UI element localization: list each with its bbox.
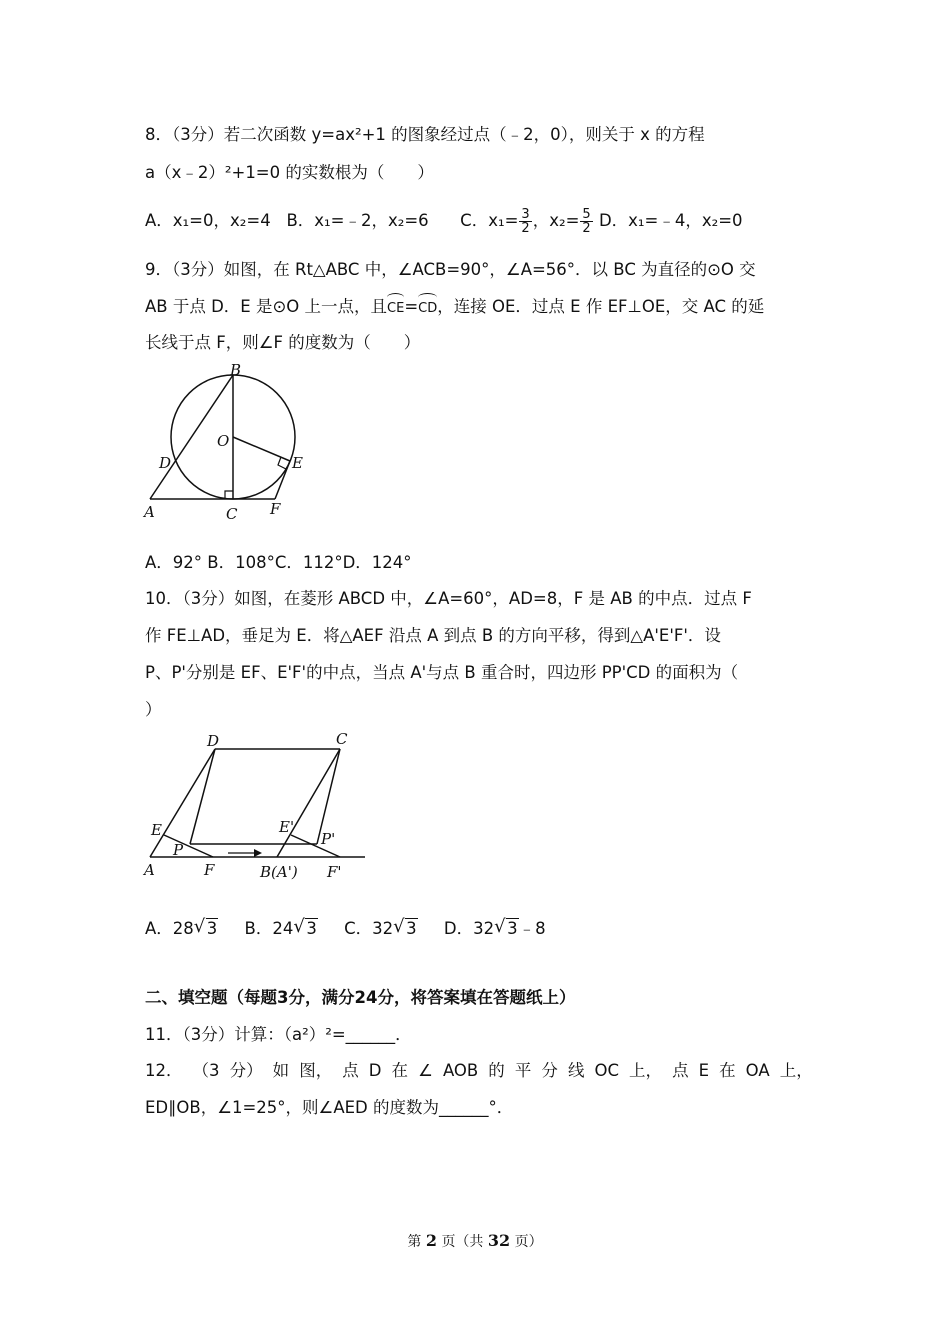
q12-token: 图， [299, 1061, 333, 1080]
q10-line3: P、P'分别是 EF、E'F'的中点，当点 A'与点 B 重合时，四边形 PP'CD 的面积为（ [145, 663, 739, 682]
segment-dp [190, 749, 215, 844]
q12-token: AOB [442, 1061, 479, 1080]
total-pages: 32 [487, 1231, 511, 1250]
q12-line2: ED∥OB，∠1=25°，则∠AED 的度数为______°． [145, 1098, 514, 1117]
q9-line2-start: AB 于点 D．E 是⊙O 上一点，且 [145, 297, 388, 316]
q9-line3: 长线于点 F，则∠F 的度数为（ ） [145, 333, 421, 352]
q9-options: A．92° B．108°C．112°D．124° [145, 553, 412, 572]
q8-line2: a（x﹣2）²+1=0 的实数根为（ ） [145, 163, 434, 182]
q10-option-a-prefix: A．28 [145, 919, 194, 938]
q8-option-c-mid: ，x₂= [532, 211, 580, 230]
label-a: A [144, 503, 155, 521]
q12-token: D [368, 1061, 382, 1080]
footer-post: 页） [514, 1234, 543, 1250]
q12-token: OA [745, 1061, 770, 1080]
q12-token: 12． [145, 1061, 183, 1080]
label-c: C [336, 730, 348, 748]
q8-options [145, 208, 743, 235]
q11-text: 11．（3分）计算：（a²）²=______． [145, 1025, 412, 1044]
page-footer [0, 1231, 950, 1251]
fraction-numerator: 5 [582, 207, 591, 222]
footer-mid: 页（共 [441, 1234, 484, 1250]
q12-token: 线 [567, 1061, 585, 1080]
q12-token: E [698, 1061, 710, 1080]
q10-line1: 10．（3分）如图，在菱形 ABCD 中，∠A=60°，AD=8，F 是 AB 的中点．过点 F [145, 589, 752, 608]
label-e-prime: E' [279, 818, 295, 836]
page-number: 2 [425, 1231, 437, 1250]
sqrt-symbol [293, 918, 318, 940]
q12-token: 点 [672, 1061, 689, 1080]
fraction [519, 208, 531, 235]
radicand: 3 [206, 919, 218, 938]
q8-line1: 8．（3分）若二次函数 y=ax²+1 的图象经过点（﹣2，0），则关于 x 的方程 [145, 125, 705, 144]
q12-token: 点 [342, 1061, 359, 1080]
label-f: F [204, 861, 215, 879]
q12-token: OC [594, 1061, 619, 1080]
q8-option-a: A．x₁=0，x₂=4 [145, 211, 271, 230]
sqrt-symbol [393, 918, 418, 940]
q9-line2-end: ，连接 OE．过点 E 作 EF⊥OE，交 AC 的延 [437, 297, 765, 316]
label-b-a-prime: B(A') [260, 863, 298, 881]
label-f: F [270, 500, 281, 518]
q10-figure [140, 727, 370, 887]
label-e: E [292, 454, 303, 472]
q10-line2: 作 FE⊥AD，垂足为 E．将△AEF 沿点 A 到点 B 的方向平移，得到△A'E'F'．设 [145, 626, 721, 645]
q10-option-d-prefix: D．32 [443, 919, 495, 938]
label-p-prime: P' [321, 830, 336, 848]
footer-pre: 第 [407, 1234, 422, 1250]
q8-option-b: B．x₁=﹣2，x₂=6 [286, 211, 429, 230]
fraction [580, 208, 592, 235]
q10-option-d-suffix: ﹣8 [518, 919, 546, 938]
label-e: E [151, 821, 162, 839]
fraction-numerator: 3 [521, 207, 530, 222]
q12-token: 分） [229, 1061, 263, 1080]
sqrt-symbol [494, 918, 519, 940]
radicand: 3 [306, 919, 317, 938]
right-angle-c [225, 491, 233, 499]
arc-cd: CD [418, 296, 437, 320]
label-d: D [207, 732, 220, 750]
q8-option-c-prefix: C．x₁= [460, 211, 519, 230]
q12-token: 在 [719, 1061, 736, 1080]
q9-line2 [145, 296, 764, 320]
q12-token: 上， [779, 1061, 813, 1080]
label-b: B [230, 362, 242, 379]
sqrt-symbol [194, 918, 219, 940]
fraction-denominator: 2 [521, 221, 530, 236]
segment-ef [164, 835, 213, 857]
q12-token: 如 [272, 1061, 290, 1080]
q12-token: 分 [541, 1061, 558, 1080]
q10-option-a [145, 919, 218, 938]
q12-token: ∠ [418, 1061, 433, 1080]
q8-option-c [460, 207, 599, 236]
q10-option-c-prefix: C．32 [344, 919, 394, 938]
q10-option-b [245, 919, 318, 938]
q8-option-d: D．x₁=﹣4，x₂=0 [598, 211, 743, 230]
q10-option-c [344, 919, 418, 938]
equals-sign: = [404, 297, 419, 316]
q12-token: 在 [391, 1061, 409, 1080]
q10-line4: ） [145, 700, 162, 719]
q10-option-b-prefix: B．24 [244, 919, 294, 938]
q12-token: 的 [488, 1061, 505, 1080]
q12-token: （3 [192, 1061, 220, 1080]
arc-ce: CE [387, 296, 404, 320]
radicand: 3 [406, 919, 417, 938]
q9-line1: 9．（3分）如图，在 Rt△ABC 中，∠ACB=90°，∠A=56°．以 BC 为直径的⊙O 交 [145, 260, 756, 279]
q12-token: 平 [514, 1061, 532, 1080]
section-heading: 二、填空题（每题3分，满分24分，将答案填在答题纸上） [145, 988, 576, 1007]
label-p: P [173, 841, 184, 859]
q10-options [145, 918, 546, 940]
q9-figure [140, 362, 320, 527]
fraction-denominator: 2 [582, 221, 591, 236]
radicand: 3 [507, 919, 518, 938]
label-c: C [226, 505, 238, 523]
label-d: D [159, 454, 172, 472]
label-f-prime: F' [327, 863, 342, 881]
label-o: O [217, 432, 230, 450]
arrow-head-icon [254, 849, 262, 857]
q10-option-d [444, 919, 546, 938]
q12-line1 [145, 1060, 813, 1082]
q12-token: 上， [629, 1061, 663, 1080]
label-a: A [144, 861, 155, 879]
